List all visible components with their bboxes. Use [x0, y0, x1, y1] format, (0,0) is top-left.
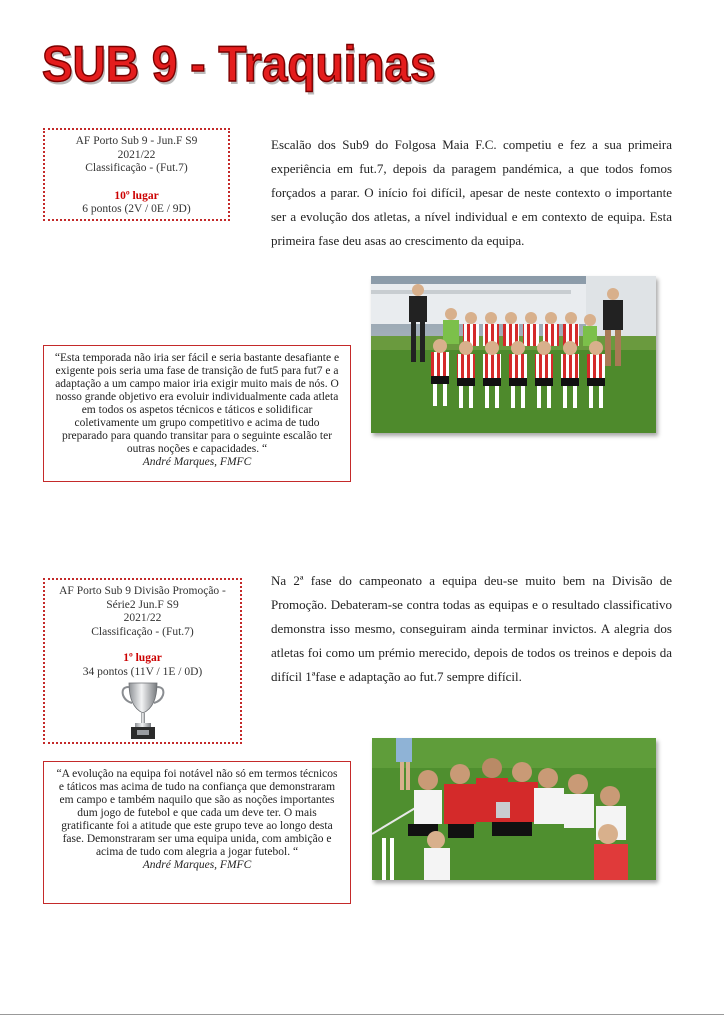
quote-author: André Marques, FMFC	[142, 456, 252, 468]
final-place: 10º lugar	[114, 189, 159, 202]
quote-text: “Esta temporada não iria ser fácil e seria bastante desafiante e exigente pois seria uma fase de transição de fut5 para fut7 e a adaptação a um campo maior iria exigir muito mais de nós. O nosso grande objetivo era evoluir individualmente cada atleta em todos os aspetos técnicos e táticos e solidificar coletivamente um grupo competitivo e acima de tudo preparado para quando transitar para o seguinte escalão ter outras noções e capacidades. “	[54, 352, 340, 455]
celebration-photo	[372, 738, 656, 880]
section2-paragraph: Na 2ª fase do campeonato a equipa deu-se muito bem na Divisão de Promoção. Debateram-se contra todas as equipas e o resultado classificativo demonstra isso mesmo, conseguiram ainda terminar invictos. A alegria dos atletas foi como um prémio merecido, depois de todos os treinos e depois da difícil 1ªfase e adaptação ao fut.7 sempre difícil.	[271, 573, 672, 684]
page-bottom-rule	[0, 1014, 724, 1015]
final-place: 1º lugar	[123, 652, 162, 664]
quote-author: André Marques, FMFC	[142, 859, 252, 871]
classification-box-1	[43, 128, 230, 221]
team-photo	[371, 276, 656, 433]
points-record: 6 pontos (2V / 0E / 9D)	[82, 203, 191, 215]
quote-text: “A evolução na equipa foi notável não só em termos técnicos e táticos mas acima de tudo na confiança que demonstraram em campo e também naquilo que são as noções importantes dum jogo de futebol e que cada um deve ter. O mais gratificante foi a atitude que este grupo teve ao longo desta fase. Demonstraram ser uma equipa unida, com ambição e acima de tudo com alegria a jogar futebol. “	[56, 768, 338, 858]
competition-name: AF Porto Sub 9 - Jun.F S9	[75, 135, 198, 147]
trophy-icon	[121, 681, 165, 741]
classification-label: Classificação - (Fut.7)	[85, 162, 188, 174]
classification-label: Classificação - (Fut.7)	[91, 625, 194, 638]
classification-box-2	[43, 578, 242, 744]
season: 2021/22	[123, 612, 162, 624]
points-record: 34 pontos (11V / 1E / 0D)	[82, 665, 203, 678]
celebration-photo-image	[372, 738, 656, 880]
page-title: SUB 9 - Traquinas	[42, 36, 436, 92]
section1-paragraph: Escalão dos Sub9 do Folgosa Maia F.C. competiu e fez a sua primeira experiência em fut.7, depois da paragem pandémica, a que todos fomos forçados a parar. O início foi difícil, apesar de neste contexto o importante ser a evolução dos atletas, a nível individual e em contexto de equipa. Esta primeira fase deu asas ao crescimento da equipa.	[271, 137, 672, 248]
team-photo-image	[371, 276, 656, 433]
competition-name: AF Porto Sub 9 Divisão Promoção -	[59, 585, 226, 597]
competition-series: Série2 Jun.F S9	[106, 598, 179, 611]
quote-box-1	[43, 345, 351, 482]
quote-box-2	[43, 761, 351, 904]
season: 2021/22	[117, 148, 156, 161]
